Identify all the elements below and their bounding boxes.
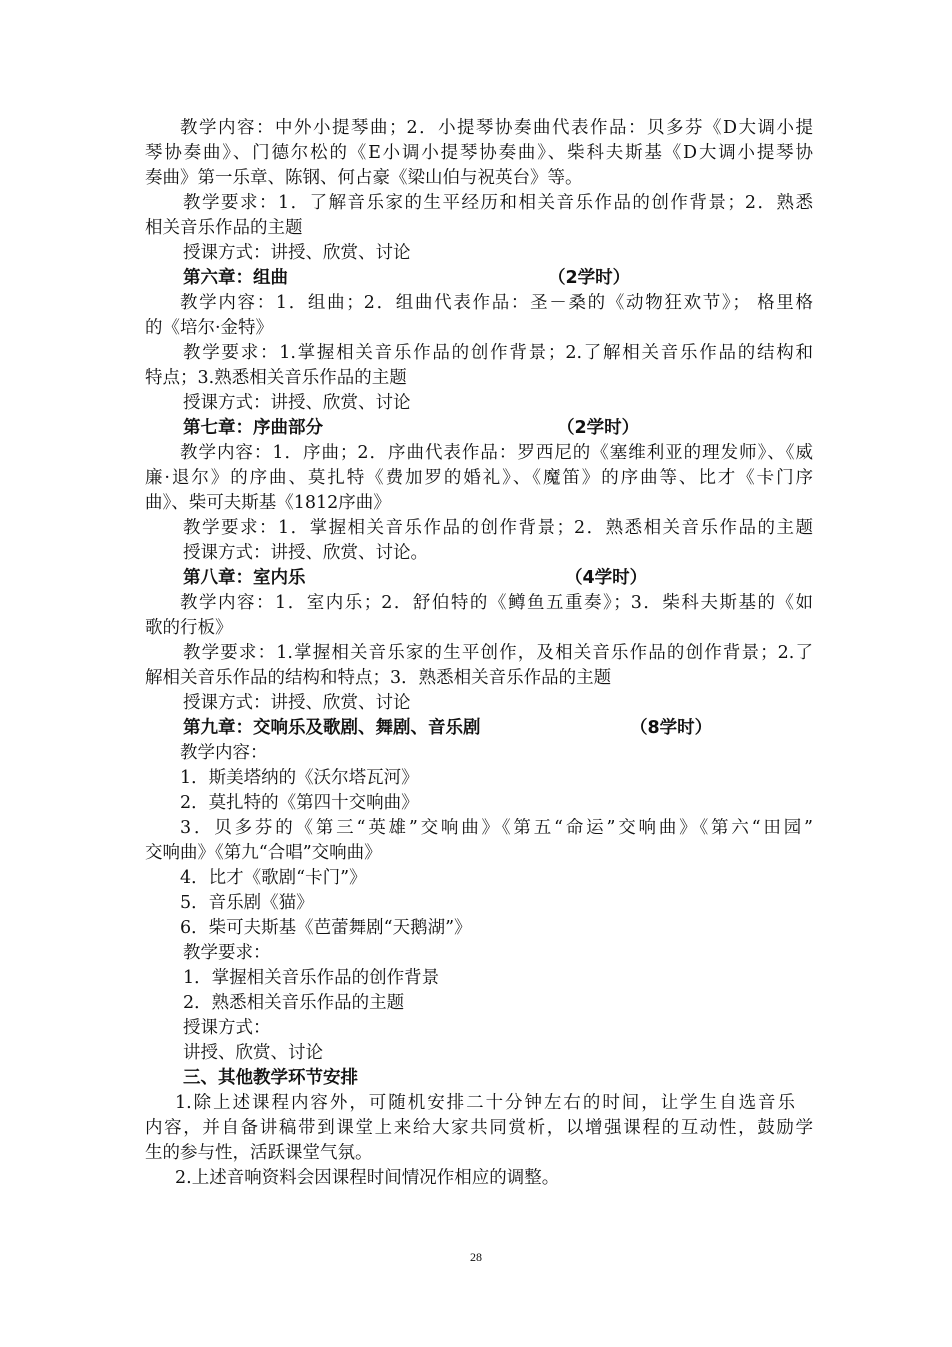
list-item: 1．斯美塔纳的《沃尔塔瓦河》 (180, 768, 419, 788)
text-line: 授课方式：讲授、欣赏、讨论 (183, 393, 411, 413)
text-line: 教学内容：1．室内乐；2．舒伯特的《鳟鱼五重奏》；3．柴科夫斯基的《如 (180, 593, 813, 613)
chapter-7-heading: 第七章：序曲部分 (183, 418, 323, 438)
text-line: 教学要求：1．掌握相关音乐作品的创作背景；2．熟悉相关音乐作品的主题 (183, 518, 813, 538)
chapter-7-hours: （2学时） (557, 418, 640, 438)
text-line: 交响曲》《第九“合唱”交响曲》 (145, 843, 382, 863)
chapter-9-hours: （8学时） (630, 718, 713, 738)
text-line: 授课方式： (183, 1018, 271, 1038)
text-line: 解相关音乐作品的结构和特点；3．熟悉相关音乐作品的主题 (145, 668, 612, 688)
text-line: 教学要求：1．了解音乐家的生平经历和相关音乐作品的创作背景；2．熟悉 (183, 193, 813, 213)
page-number: 28 (470, 1250, 482, 1264)
list-item: 2．熟悉相关音乐作品的主题 (183, 993, 405, 1013)
text-line: 授课方式：讲授、欣赏、讨论 (183, 693, 411, 713)
text-line: 教学内容：1．组曲；2．组曲代表作品：圣－桑的《动物狂欢节》； 格里格 (180, 293, 813, 313)
chapter-8-hours: （4学时） (565, 568, 648, 588)
chapter-6-heading: 第六章：组曲 (183, 268, 288, 288)
text-line: 生的参与性，活跃课堂气氛。 (145, 1143, 373, 1163)
text-line: 授课方式：讲授、欣赏、讨论 (183, 243, 411, 263)
section-3-heading: 三、其他教学环节安排 (183, 1068, 358, 1088)
text-line: 2.上述音响资料会因课程时间情况作相应的调整。 (175, 1168, 560, 1188)
text-line: 教学内容：中外小提琴曲；2．小提琴协奏曲代表作品：贝多芬《D大调小提 (180, 118, 813, 138)
list-item: 5．音乐剧《猫》 (180, 893, 314, 913)
text-line: 教学要求： (183, 943, 271, 963)
text-line: 奏曲》第一乐章、陈钢、何占豪《梁山伯与祝英台》等。 (145, 168, 583, 188)
text-line: 教学内容： (180, 743, 268, 763)
list-item: 6．柴可夫斯基《芭蕾舞剧“天鹅湖”》 (180, 918, 472, 938)
list-item: 1．掌握相关音乐作品的创作背景 (183, 968, 440, 988)
list-item: 2．莫扎特的《第四十交响曲》 (180, 793, 419, 813)
text-line: 歌的行板》 (145, 618, 233, 638)
text-line: 1.除上述课程内容外，可随机安排二十分钟左右的时间，让学生自选音乐 (175, 1093, 795, 1113)
chapter-8-heading: 第八章：室内乐 (183, 568, 306, 588)
text-line: 教学要求：1.掌握相关音乐家的生平创作，及相关音乐作品的创作背景；2.了 (183, 643, 813, 663)
text-line: 教学内容：1．序曲；2．序曲代表作品：罗西尼的《塞维利亚的理发师》、《威 (180, 443, 813, 463)
list-item: 4．比才《歌剧“卡门”》 (180, 868, 367, 888)
text-line: 曲》、柴可夫斯基《1812序曲》 (145, 493, 391, 513)
chapter-9-heading: 第九章：交响乐及歌剧、舞剧、音乐剧 (183, 718, 481, 738)
chapter-6-hours: （2学时） (548, 268, 631, 288)
text-line: 内容，并自备讲稿带到课堂上来给大家共同赏析，以增强课程的互动性，鼓励学 (145, 1118, 813, 1138)
text-line: 特点；3.熟悉相关音乐作品的主题 (145, 368, 407, 388)
text-line: 琴协奏曲》、门德尔松的《E小调小提琴协奏曲》、柴科夫斯基《D大调小提琴协 (145, 143, 813, 163)
text-line: 廉·退尔》的序曲、莫扎特《费加罗的婚礼》、《魔笛》的序曲等、比才《卡门序 (145, 468, 813, 488)
text-line: 讲授、欣赏、讨论 (183, 1043, 323, 1063)
text-line: 教学要求：1.掌握相关音乐作品的创作背景；2.了解相关音乐作品的结构和 (183, 343, 813, 363)
text-line: 授课方式：讲授、欣赏、讨论。 (183, 543, 428, 563)
text-line: 的《培尔·金特》 (145, 318, 274, 338)
list-item: 3．贝多芬的《第三“英雄”交响曲》《第五“命运”交响曲》《第六“田园” (180, 818, 813, 838)
text-line: 相关音乐作品的主题 (145, 218, 303, 238)
